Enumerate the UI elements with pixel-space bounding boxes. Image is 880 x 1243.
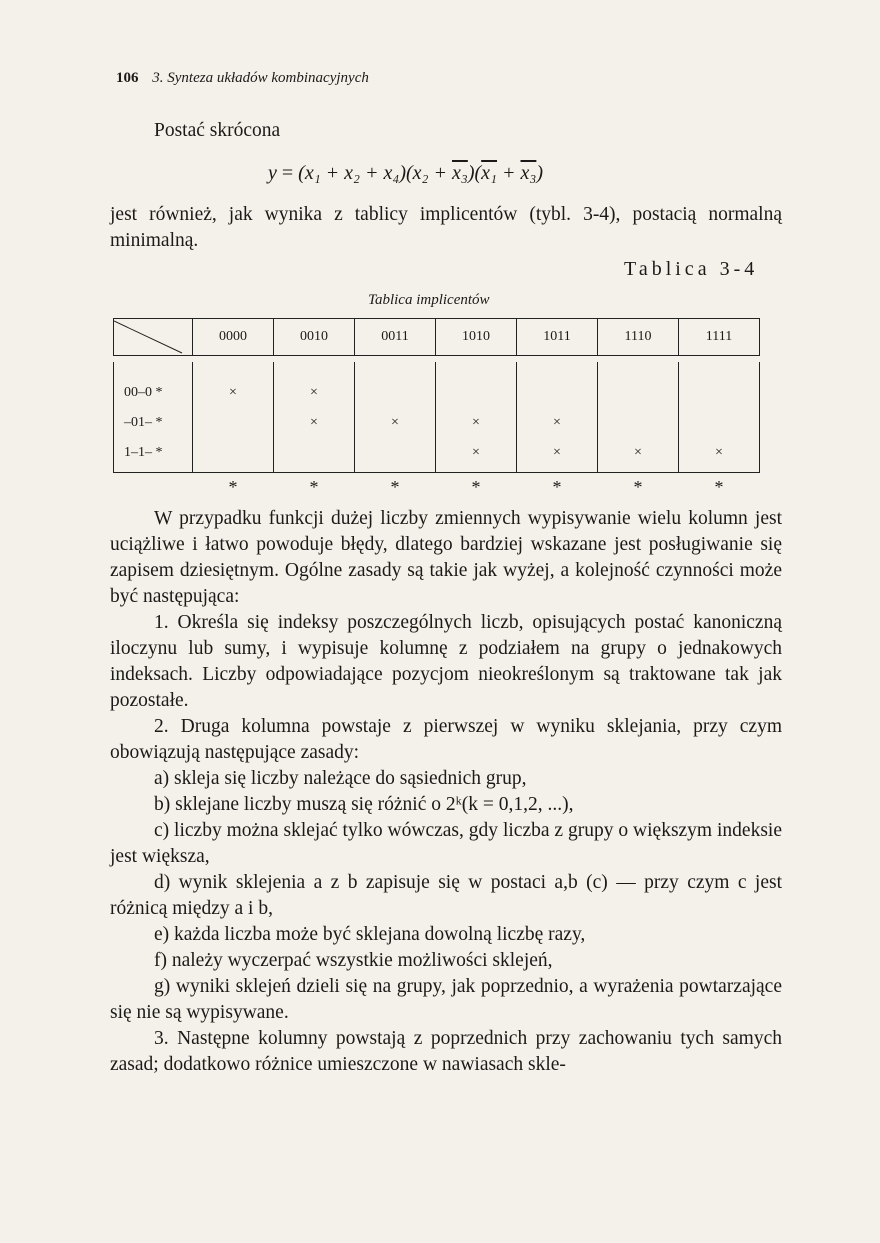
- intro-line: Postać skrócona: [154, 120, 281, 141]
- rule-e: e) każda liczba może być sklejana dowolną liczbę razy,: [154, 924, 586, 945]
- formula-term-2-bar: x₃: [451, 162, 468, 184]
- table-cell: [436, 362, 517, 408]
- table-cell: [193, 408, 274, 438]
- formula: [268, 162, 543, 185]
- formula-term-3-bar-2: x₃: [520, 162, 537, 184]
- essential-mark: *: [228, 476, 238, 497]
- table-row: [114, 362, 760, 408]
- table-cell: ×: [598, 438, 679, 473]
- table-cell: [355, 438, 436, 473]
- essential-mark: *: [390, 476, 400, 497]
- rule-f: f) należy wyczerpać wszystkie możliwości sklejeń,: [154, 950, 553, 971]
- implicant-table: [113, 318, 760, 501]
- essential-mark: *: [552, 476, 562, 497]
- table-cell: [598, 408, 679, 438]
- row-label: 1–1– *: [114, 438, 193, 473]
- table-cell: ×: [517, 408, 598, 438]
- table-cell: [679, 408, 760, 438]
- row-label: –01– *: [114, 408, 193, 438]
- essential-mark: *: [714, 476, 724, 497]
- table-row: [114, 438, 760, 473]
- running-header: [116, 70, 369, 87]
- rule-d: d) wynik sklejenia a z b zapisuje się w postaci a,b (c) — przy czym c jest różnicą między a i b,: [110, 872, 782, 919]
- essential-marks-row: [114, 473, 760, 502]
- rule-g: g) wyniki sklejeń dzieli się na grupy, jak poprzednio, a wyrażenia powtarzające się nie są wypisywane.: [110, 976, 782, 1023]
- essential-mark: *: [471, 476, 481, 497]
- table-cell: ×: [679, 438, 760, 473]
- formula-term-2-open: (x₂ +: [405, 162, 452, 184]
- rule-c: c) liczby można sklejać tylko wówczas, gdy liczba z grupy o większym indeksie jest większa,: [110, 820, 782, 867]
- table-cell: ×: [193, 362, 274, 408]
- column-header: 0000: [193, 319, 274, 356]
- formula-term-3-plus: +: [497, 162, 521, 184]
- formula-term-3-close: ): [536, 162, 544, 184]
- table-number: Tablica 3-4: [624, 258, 759, 280]
- column-header: 1110: [598, 319, 679, 356]
- essential-mark: *: [633, 476, 643, 497]
- table-cell: ×: [517, 438, 598, 473]
- table-cell: [193, 438, 274, 473]
- table-cell: ×: [274, 362, 355, 408]
- table-cell: ×: [274, 408, 355, 438]
- paragraph-conclusion: jest również, jak wynika z tablicy implicentów (tybl. 3-4), postacią normalną minimalną.: [110, 204, 782, 251]
- column-header: 0011: [355, 319, 436, 356]
- table-cell: ×: [436, 438, 517, 473]
- essential-mark: *: [309, 476, 319, 497]
- formula-term-3-bar-1: x₁: [481, 162, 498, 184]
- table-cell: [355, 362, 436, 408]
- paragraph-step-3: 3. Następne kolumny powstają z poprzednich przy zachowaniu tych samych zasad; dodatkowo różnice umieszczone w nawiasach skle-: [110, 1028, 782, 1075]
- table-cell: [598, 362, 679, 408]
- table-row: [114, 408, 760, 438]
- formula-lhs: y: [268, 162, 277, 184]
- column-header: 1111: [679, 319, 760, 356]
- column-header: 1011: [517, 319, 598, 356]
- diagonal-line-icon: [114, 319, 192, 355]
- table-cell: ×: [436, 408, 517, 438]
- table-cell: [679, 362, 760, 408]
- formula-term-1: (x₁ + x₂ + x₄): [298, 162, 406, 184]
- paragraph-decimal-intro: W przypadku funkcji dużej liczby zmiennych wypisywanie wielu kolumn jest uciążliwe i łatwo powoduje błędy, dlatego bardziej wskazane jest posługiwanie się zapisem dziesiętnym. Ogólne zasady są takie jak wyżej, a kolejność czynności może być następująca:: [110, 508, 782, 607]
- table-cell: [274, 438, 355, 473]
- paragraph-step-2: 2. Druga kolumna powstaje z pierwszej w wyniku sklejania, przy czym obowiązują następujące zasady:: [110, 716, 782, 763]
- table-corner: [114, 319, 193, 356]
- running-head-title: 3. Synteza układów kombinacyjnych: [152, 70, 369, 86]
- rule-a: a) skleja się liczby należące do sąsiednich grup,: [154, 768, 527, 789]
- rule-b: b) sklejane liczby muszą się różnić o 2ᵏ(k = 0,1,2, ...),: [154, 794, 574, 815]
- table-title: Tablica implicentów: [368, 292, 490, 308]
- page-number: 106: [116, 70, 139, 86]
- column-header: 1010: [436, 319, 517, 356]
- formula-eq: =: [276, 162, 299, 184]
- row-label: 00–0 *: [114, 362, 193, 408]
- paragraph-step-1: 1. Określa się indeksy poszczególnych liczb, opisujących postać kanoniczną iloczynu lub sumy, i wypisuje kolumnę z podziałem na grupy o jednakowych indeksach. Liczby odpowiadające pozycjom nieokreślonym są traktowane tak jak pozostałe.: [110, 612, 782, 711]
- table-cell: [517, 362, 598, 408]
- formula-term-3-open: (: [474, 162, 482, 184]
- table-cell: ×: [355, 408, 436, 438]
- formula-term-2-close: ): [467, 162, 475, 184]
- column-header: 0010: [274, 319, 355, 356]
